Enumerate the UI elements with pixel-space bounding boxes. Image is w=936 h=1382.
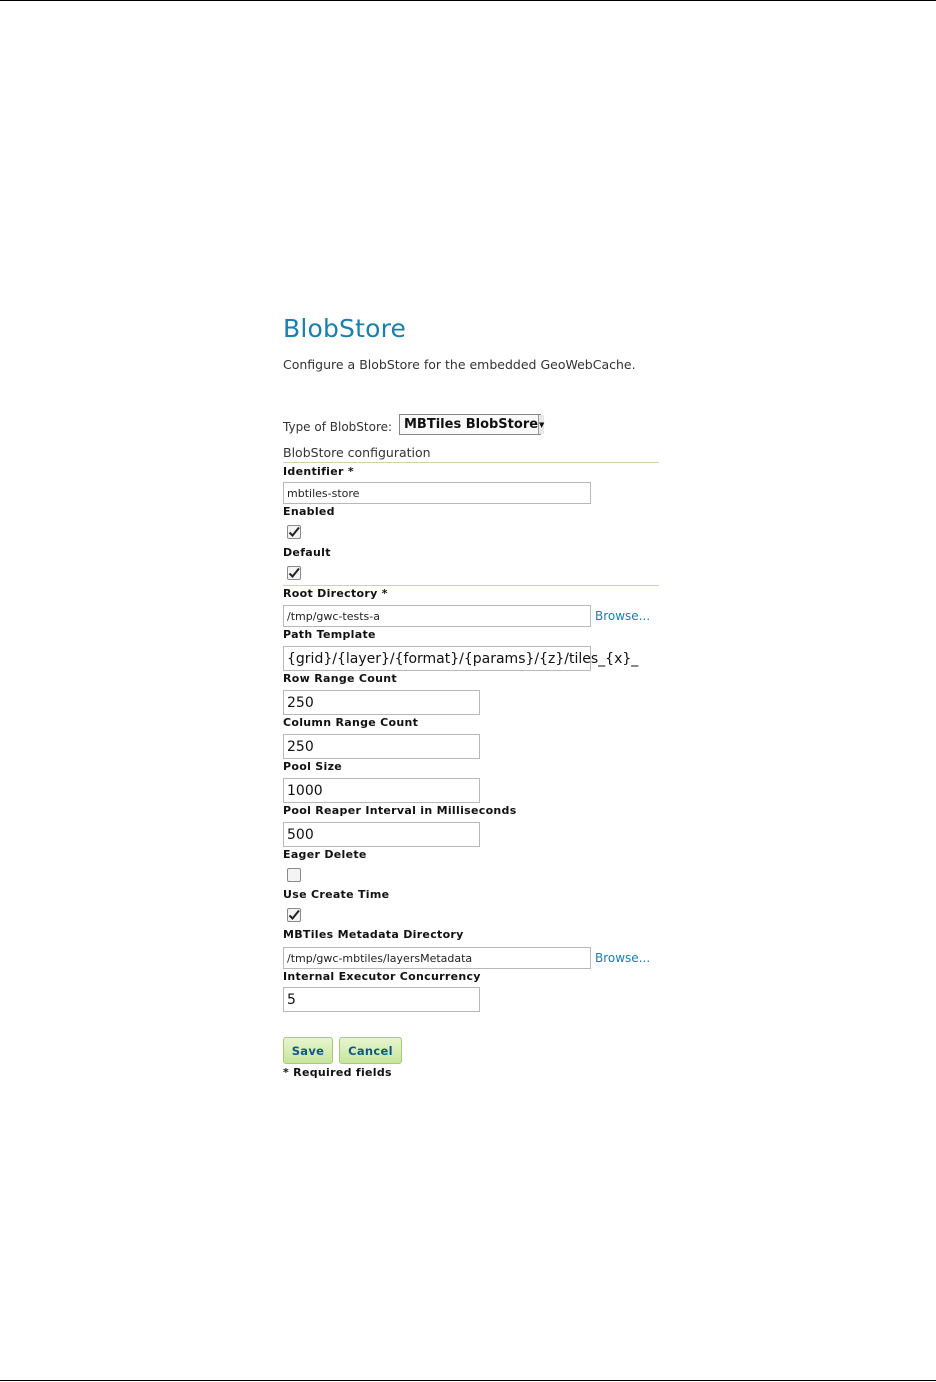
pool-size-input[interactable]: 1000 (283, 778, 480, 803)
config-section-heading: BlobStore configuration (283, 445, 431, 460)
default-checkbox[interactable] (287, 566, 301, 580)
mbtiles-metadata-directory-label: MBTiles Metadata Directory (283, 928, 464, 941)
blobstore-type-select[interactable] (399, 414, 545, 435)
save-button[interactable]: Save (283, 1037, 333, 1064)
use-create-time-label: Use Create Time (283, 888, 390, 901)
enabled-checkbox[interactable] (287, 525, 301, 539)
column-range-count-input[interactable]: 250 (283, 734, 480, 759)
internal-executor-concurrency-label: Internal Executor Concurrency (283, 970, 481, 983)
eager-delete-label: Eager Delete (283, 848, 367, 861)
pool-reaper-interval-label: Pool Reaper Interval in Milliseconds (283, 804, 517, 817)
required-fields-note: * Required fields (283, 1066, 392, 1079)
dropdown-arrow-icon[interactable]: ▼ (538, 415, 544, 434)
default-label: Default (283, 546, 331, 559)
blobstore-type-value: MBTiles BlobStore (404, 417, 539, 432)
use-create-time-checkbox[interactable] (287, 908, 301, 922)
blobstore-type-label: Type of BlobStore: (283, 420, 393, 434)
page-top-rule (0, 0, 936, 1)
path-template-label: Path Template (283, 628, 376, 641)
checkmark-icon (288, 567, 300, 579)
internal-executor-concurrency-input[interactable]: 5 (283, 987, 480, 1012)
column-range-count-label: Column Range Count (283, 716, 419, 729)
enabled-label: Enabled (283, 505, 335, 518)
cancel-button[interactable]: Cancel (339, 1037, 402, 1064)
mbtiles-metadata-directory-input[interactable]: /tmp/gwc-mbtiles/layersMetadata (283, 947, 591, 969)
section-divider (283, 585, 659, 586)
page-bottom-rule (0, 1380, 936, 1381)
root-directory-browse-link[interactable]: Browse... (595, 609, 651, 623)
row-range-count-label: Row Range Count (283, 672, 397, 685)
page-title: BlobStore (283, 314, 407, 343)
identifier-label: Identifier * (283, 465, 354, 478)
checkmark-icon (288, 526, 300, 538)
row-range-count-input[interactable]: 250 (283, 690, 480, 715)
identifier-input[interactable]: mbtiles-store (283, 482, 591, 504)
page-subtitle: Configure a BlobStore for the embedded GeoWebCache. (283, 357, 636, 372)
mbtiles-metadata-browse-link[interactable]: Browse... (595, 951, 651, 965)
pool-size-label: Pool Size (283, 760, 343, 773)
section-divider (283, 462, 659, 463)
pool-reaper-interval-input[interactable]: 500 (283, 822, 480, 847)
eager-delete-checkbox[interactable] (287, 868, 301, 882)
root-directory-label: Root Directory * (283, 587, 388, 600)
root-directory-input[interactable]: /tmp/gwc-tests-a (283, 605, 591, 627)
checkmark-icon (288, 909, 300, 921)
path-template-input[interactable]: {grid}/{layer}/{format}/{params}/{z}/tiles_{x}_ (283, 646, 591, 671)
